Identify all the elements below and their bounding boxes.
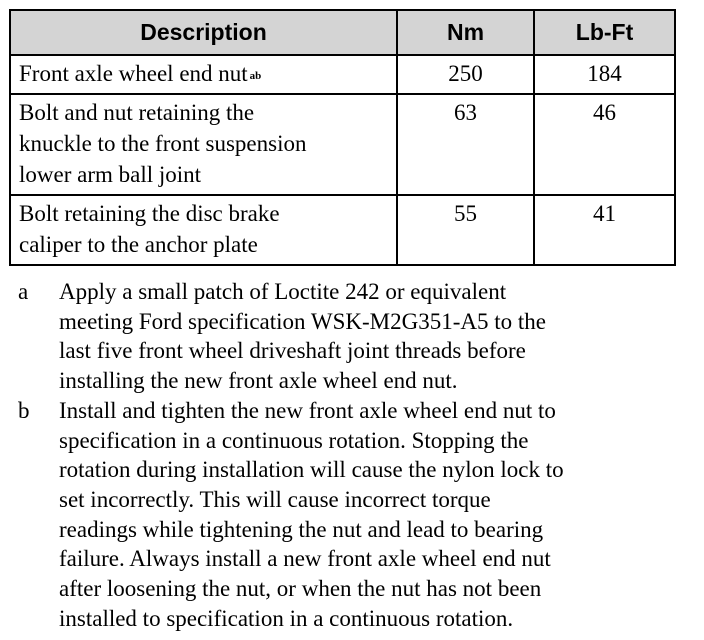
footnote-marks: ab (249, 70, 262, 82)
row-description-line: caliper to the anchor plate (19, 232, 258, 257)
table-row (10, 55, 675, 94)
header-description: Description (10, 10, 397, 55)
table-header-row (10, 10, 675, 55)
table-row (10, 94, 675, 195)
footnote-letter: b (18, 397, 30, 423)
row-description-line: Bolt and nut retaining the (19, 100, 255, 125)
footnote-a (18, 277, 688, 396)
footnote-text (59, 396, 688, 634)
row-description (10, 195, 397, 265)
footnote-line: last five front wheel driveshaft joint threads before (59, 338, 526, 364)
footnote-line: set incorrectly. This will cause incorrect torque (59, 486, 491, 512)
footnote-line: failure. Always install a new front axle wheel end nut (59, 546, 551, 572)
footnote-line: Apply a small patch of Loctite 242 or equivalent (59, 279, 507, 304)
row-nm-value: 63 (397, 94, 534, 195)
footnote-line: meeting Ford specification WSK-M2G351-A5 to the (59, 308, 546, 334)
row-description-line: Bolt retaining the disc brake (19, 201, 280, 226)
footnote-letter: a (18, 279, 29, 304)
footnote-line: installed to specification in a continuous rotation. (59, 605, 514, 631)
table-row (10, 195, 675, 265)
row-nm-value: 250 (397, 55, 534, 94)
footnote-line: after loosening the nut, or when the nut has not been (59, 576, 542, 602)
footnote-line: installing the new front axle wheel end nut. (59, 368, 458, 394)
row-description (10, 55, 397, 94)
row-lbft-value: 184 (534, 55, 675, 94)
row-lbft-value: 41 (534, 195, 675, 265)
header-lbft: Lb-Ft (534, 10, 675, 55)
footnote-text (59, 277, 688, 396)
footnotes (18, 277, 688, 633)
header-nm: Nm (397, 10, 534, 55)
row-description-line: lower arm ball joint (19, 162, 202, 187)
row-nm-value: 55 (397, 195, 534, 265)
row-description-text: Front axle wheel end nut (19, 61, 248, 86)
row-description-line: knuckle to the front suspension (19, 131, 307, 156)
footnote-line: Install and tighten the new front axle wheel end nut to (59, 397, 556, 423)
footnote-line: rotation during installation will cause the nylon lock to (59, 457, 564, 483)
footnote-b (18, 396, 688, 634)
footnote-line: readings while tightening the nut and lead to bearing (59, 516, 544, 542)
torque-spec-table (9, 9, 676, 266)
row-lbft-value: 46 (534, 94, 675, 195)
row-description (10, 94, 397, 195)
footnote-line: specification in a continuous rotation. Stopping the (59, 427, 529, 453)
